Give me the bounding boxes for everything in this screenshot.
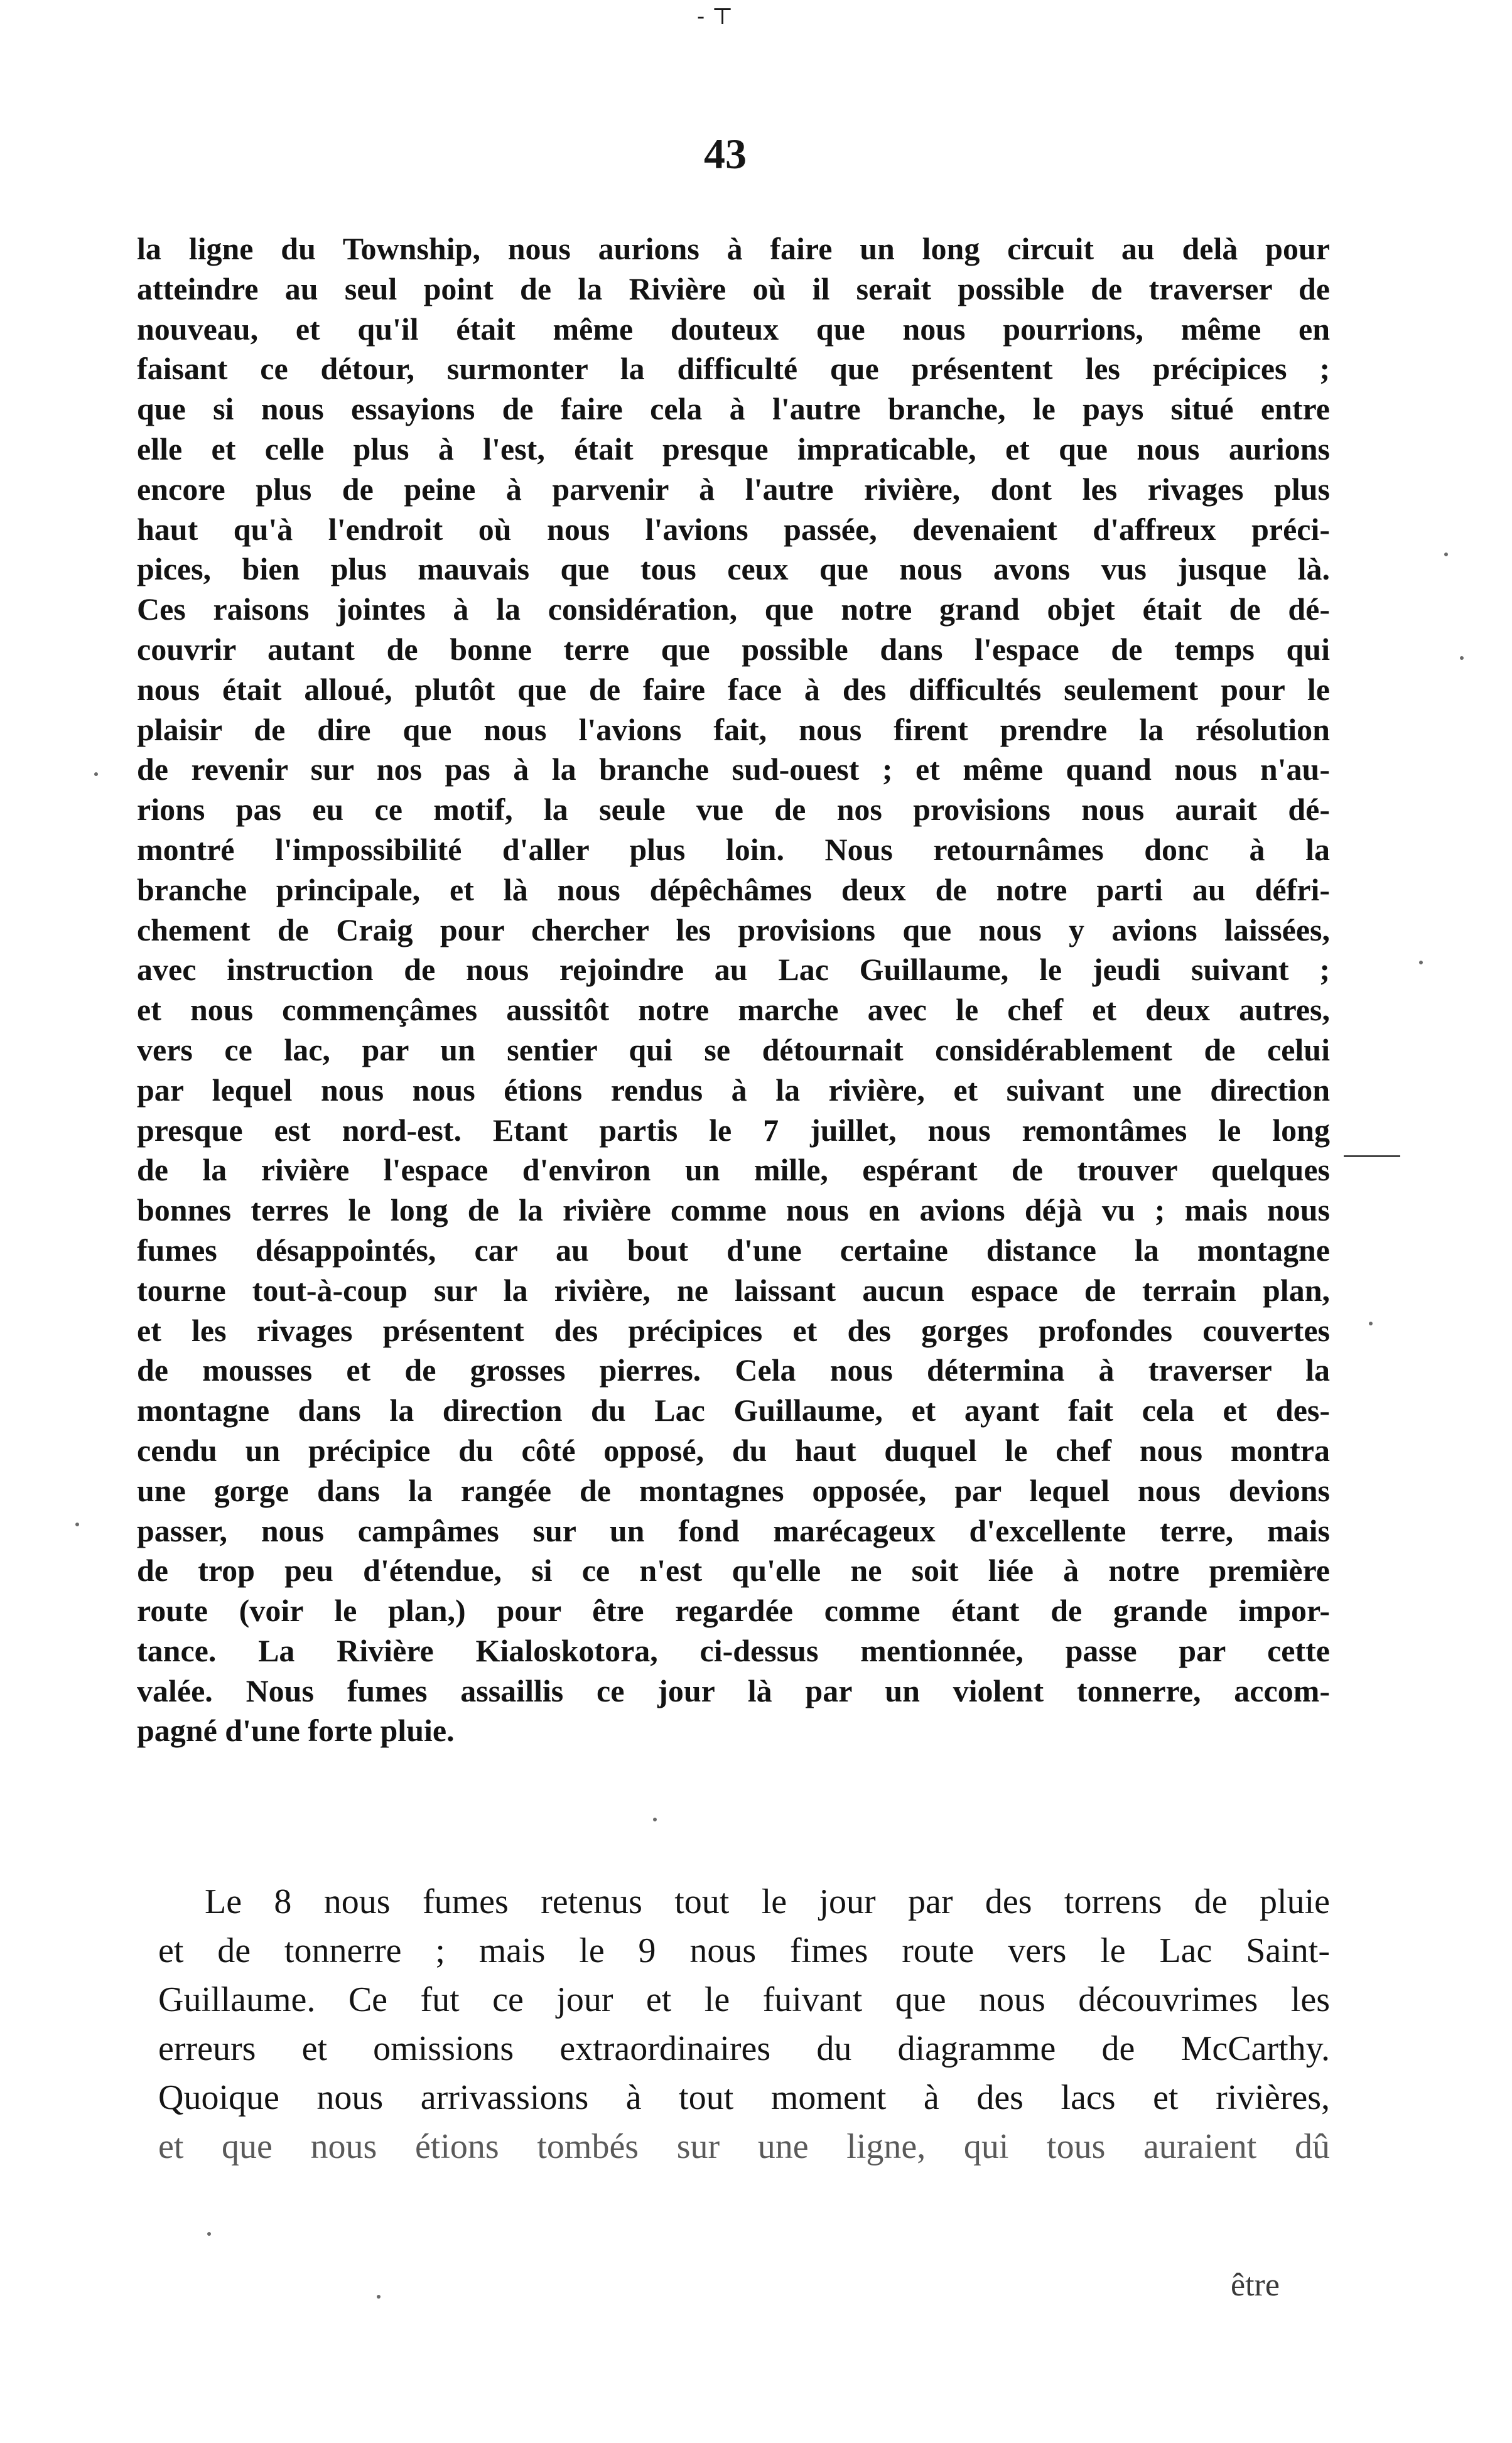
catchword: être (1231, 2267, 1280, 2303)
text-line: Ces raisons jointes à la considération, que notre grand objet était de dé- (137, 591, 1330, 627)
text-line: Guillaume. Ce fut ce jour et le fuivant que nous découvrimes les (158, 1980, 1330, 2019)
print-speck (1369, 1322, 1373, 1325)
text-line: nous était alloué, plutôt que de faire face à des difficultés seulement pour le (137, 671, 1330, 707)
text-line: nouveau, et qu'il était même douteux que nous pourrions, même en (137, 311, 1330, 347)
top-printer-mark: - ⊤ (697, 4, 733, 30)
text-line: chement de Craig pour chercher les provisions que nous y avions laissées, (137, 912, 1330, 947)
paragraph-2 (158, 1877, 1330, 2171)
print-speck (1419, 961, 1423, 964)
print-speck (653, 1818, 657, 1821)
text-line: Le 8 nous fumes retenus tout le jour par des torrens de pluie (205, 1882, 1330, 1921)
text-line: route (voir le plan,) pour être regardée comme étant de grande impor- (137, 1593, 1330, 1629)
page-number: 43 (704, 130, 747, 178)
print-speck (377, 2295, 381, 2299)
text-line: couvrir autant de bonne terre que possible dans l'espace de temps qui (137, 631, 1330, 667)
text-line: haut qu'à l'endroit où nous l'avions passée, devenaient d'affreux préci- (137, 511, 1330, 547)
text-line: de la rivière l'espace d'environ un mille, espérant de trouver quelques (137, 1152, 1330, 1188)
text-line: et les rivages présentent des précipices et des gorges profondes couvertes (137, 1312, 1330, 1348)
text-line: plaisir de dire que nous l'avions fait, nous firent prendre la résolution (137, 711, 1330, 747)
text-line: la ligne du Township, nous aurions à faire un long circuit au delà pour (137, 231, 1330, 266)
text-line: de revenir sur nos pas à la branche sud-ouest ; et même quand nous n'au- (137, 752, 1330, 787)
text-line: fumes désappointés, car au bout d'une certaine distance la montagne (137, 1232, 1330, 1268)
print-speck (1444, 553, 1448, 556)
text-line: et de tonnerre ; mais le 9 nous fimes route vers le Lac Saint- (158, 1931, 1330, 1970)
text-line: pices, bien plus mauvais que tous ceux que nous avons vus jusque là. (137, 551, 1330, 587)
text-line: pagné d'une forte pluie. (137, 1713, 455, 1749)
text-line: avec instruction de nous rejoindre au Lac Guillaume, le jeudi suivant ; (137, 952, 1330, 988)
text-line: elle et celle plus à l'est, était presque impraticable, et que nous aurions (137, 431, 1330, 466)
text-line: que si nous essayions de faire cela à l'autre branche, le pays situé entre (137, 391, 1330, 427)
text-line: valée. Nous fumes assaillis ce jour là par un violent tonnerre, accom- (137, 1673, 1330, 1708)
text-line: montré l'impossibilité d'aller plus loin. Nous retournâmes donc à la (137, 831, 1330, 867)
print-speck (94, 772, 98, 776)
text-line: par lequel nous nous étions rendus à la rivière, et suivant une direction (137, 1072, 1330, 1108)
text-line: cendu un précipice du côté opposé, du haut duquel le chef nous montra (137, 1432, 1330, 1468)
text-line: une gorge dans la rangée de montagnes opposée, par lequel nous devions (137, 1472, 1330, 1508)
text-line: presque est nord-est. Etant partis le 7 juillet, nous remontâmes le long (137, 1112, 1330, 1148)
text-line: de mousses et de grosses pierres. Cela nous détermina à traverser la (137, 1352, 1330, 1388)
text-line: passer, nous campâmes sur un fond marécageux d'excellente terre, mais (137, 1513, 1330, 1548)
text-line: tance. La Rivière Kialoskotora, ci-dessus mentionnée, passe par cette (137, 1632, 1330, 1668)
text-line: bonnes terres le long de la rivière comme nous en avions déjà vu ; mais nous (137, 1192, 1330, 1228)
text-line: et que nous étions tombés sur une ligne, qui tous auraient dû (158, 2127, 1330, 2166)
text-line: encore plus de peine à parvenir à l'autre rivière, dont les rivages plus (137, 471, 1330, 507)
paragraph-1 (137, 229, 1330, 1751)
text-line: montagne dans la direction du Lac Guillaume, et ayant fait cela et des- (137, 1393, 1330, 1428)
text-line: erreurs et omissions extraordinaires du diagramme de McCarthy. (158, 2029, 1330, 2068)
text-line: branche principale, et là nous dépêchâmes deux de notre parti au défri- (137, 871, 1330, 907)
text-line: rions pas eu ce motif, la seule vue de nos provisions nous aurait dé- (137, 792, 1330, 828)
text-line: Quoique nous arrivassions à tout moment à des lacs et rivières, (158, 2078, 1330, 2117)
text-line: tourne tout-à-coup sur la rivière, ne laissant aucun espace de terrain plan, (137, 1272, 1330, 1308)
text-line: et nous commençâmes aussitôt notre marche avec le chef et deux autres, (137, 992, 1330, 1028)
text-line: atteindre au seul point de la Rivière où il serait possible de traverser de (137, 271, 1330, 306)
print-speck (75, 1523, 79, 1526)
print-speck (1460, 656, 1464, 660)
text-line: de trop peu d'étendue, si ce n'est qu'elle ne soit liée à notre première (137, 1553, 1330, 1588)
margin-dash (1344, 1155, 1400, 1157)
text-line: vers ce lac, par un sentier qui se détournait considérablement de celui (137, 1032, 1330, 1067)
print-speck (207, 2232, 211, 2236)
text-line: faisant ce détour, surmonter la difficulté que présentent les précipices ; (137, 351, 1330, 387)
